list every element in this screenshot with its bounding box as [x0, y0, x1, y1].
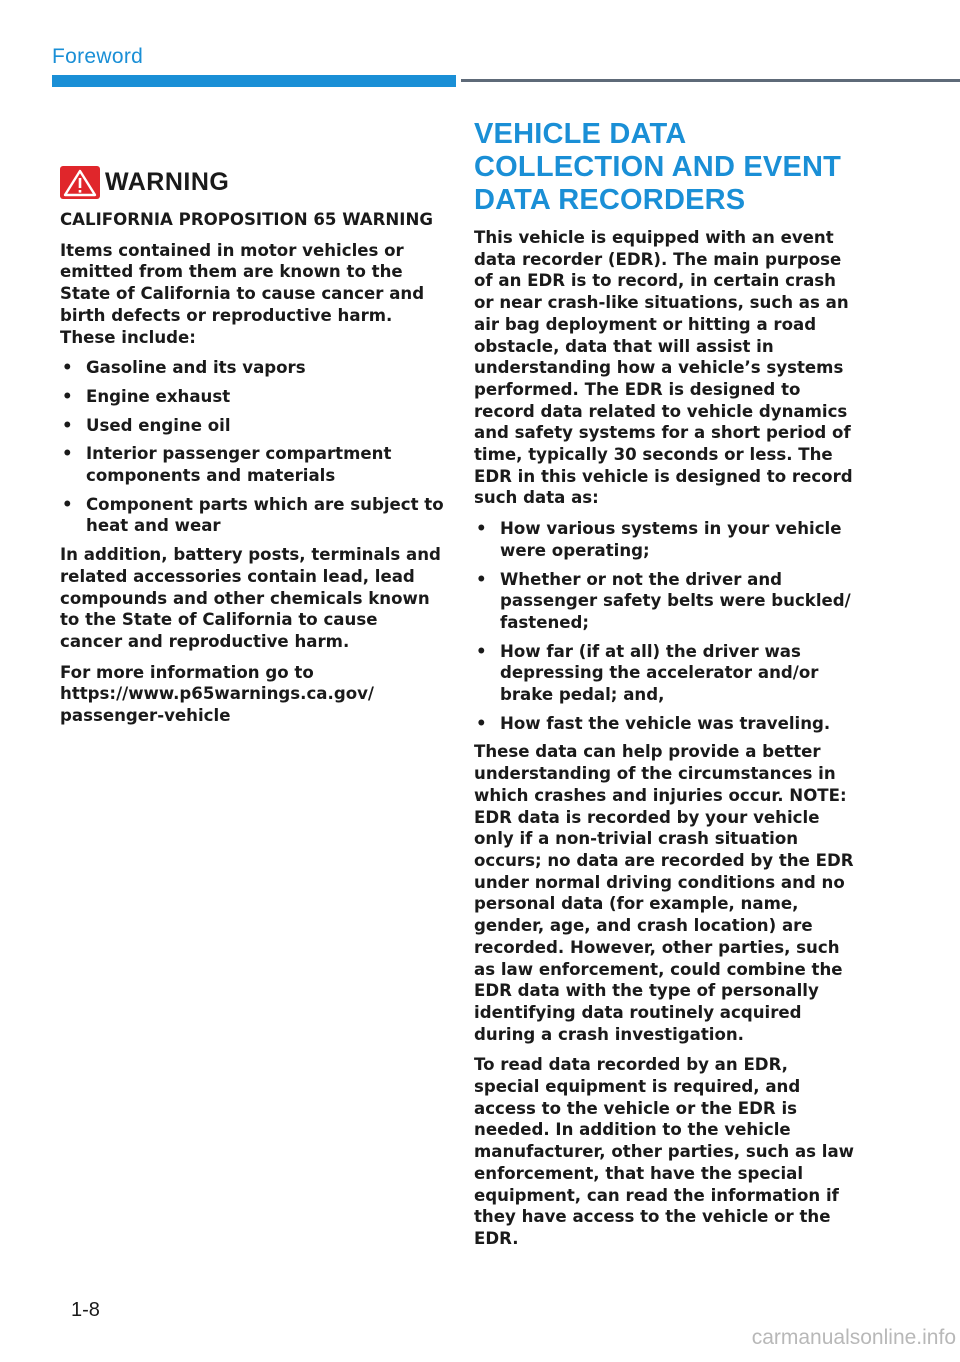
warning-subtitle: CALIFORNIA PROPOSITION 65 WARNING	[60, 210, 433, 229]
left-column	[60, 166, 444, 736]
list-item: • Component parts which are subject to heat and wear	[60, 494, 444, 537]
warning-label: WARNING	[105, 167, 230, 196]
watermark: carmanualsonline.info	[751, 1326, 956, 1349]
list-item: • Whether or not the driver and passenger safety belts were buckled/ fastened;	[474, 569, 858, 634]
right-column	[474, 118, 858, 1259]
warning-paragraph-lead: In addition, battery posts, terminals and related accessories contain lead, lead compounds and other chemicals known to the State of California to cause cancer and reproductive harm.	[60, 545, 441, 651]
edr-heading: VEHICLE DATA COLLECTION AND EVENT DATA RECORDERS	[474, 118, 842, 216]
edr-paragraph-access: To read data recorded by an EDR, special equipment is required, and access to the vehicle or the EDR is needed. In addition to the vehicle manufacturer, other parties, such as law enforcement, that have the special equipment, can read the information if they have access to the vehicle or the EDR.	[474, 1055, 855, 1248]
list-item: • Gasoline and its vapors	[60, 357, 444, 379]
list-item: • How fast the vehicle was traveling.	[474, 713, 858, 735]
list-item: • Used engine oil	[60, 415, 444, 437]
warning-intro: Items contained in motor vehicles or emitted from them are known to the State of California to cause cancer and birth defects or reproductive harm. These include:	[60, 240, 425, 347]
warning-paragraph-info: For more information go to https://www.p65warnings.ca.gov/ passenger-vehicle	[60, 662, 374, 726]
section-title: Foreword	[52, 45, 144, 68]
list-item: • Engine exhaust	[60, 386, 444, 408]
warning-header	[60, 166, 444, 199]
header-bar-thin	[461, 79, 960, 82]
list-item: • Interior passenger compartment components and materials	[60, 443, 444, 486]
header-bar-thick	[52, 75, 456, 87]
edr-paragraph-note: These data can help provide a better understanding of the circumstances in which crashes and injuries occur. NOTE: EDR data is recorded by your vehicle only if a non-trivial crash situation occurs; no data are recorded by the EDR under normal driving conditions and no personal data (for example, name, gender, age, and crash location) are recorded. However, other parties, such as law enforcement, could combine the EDR data with the type of personally identifying data routinely acquired during a crash investigation.	[474, 742, 854, 1044]
warning-list	[60, 357, 444, 537]
warning-triangle-icon	[60, 166, 100, 199]
list-item: • How far (if at all) the driver was depressing the accelerator and/or brake pedal; and,	[474, 641, 858, 706]
edr-list	[474, 518, 858, 734]
list-item: • How various systems in your vehicle were operating;	[474, 518, 858, 561]
page-number: 1-8	[71, 1299, 100, 1321]
edr-intro: This vehicle is equipped with an event data recorder (EDR). The main purpose of an EDR is to record, in certain crash or near crash-like situations, such as an air bag deployment or hitting a road obstacle, data that will assist in understanding how a vehicle’s systems performed. The EDR is designed to record data related to vehicle dynamics and safety systems for a short period of time, typically 30 seconds or less. The EDR in this vehicle is designed to record such data as:	[474, 228, 853, 508]
